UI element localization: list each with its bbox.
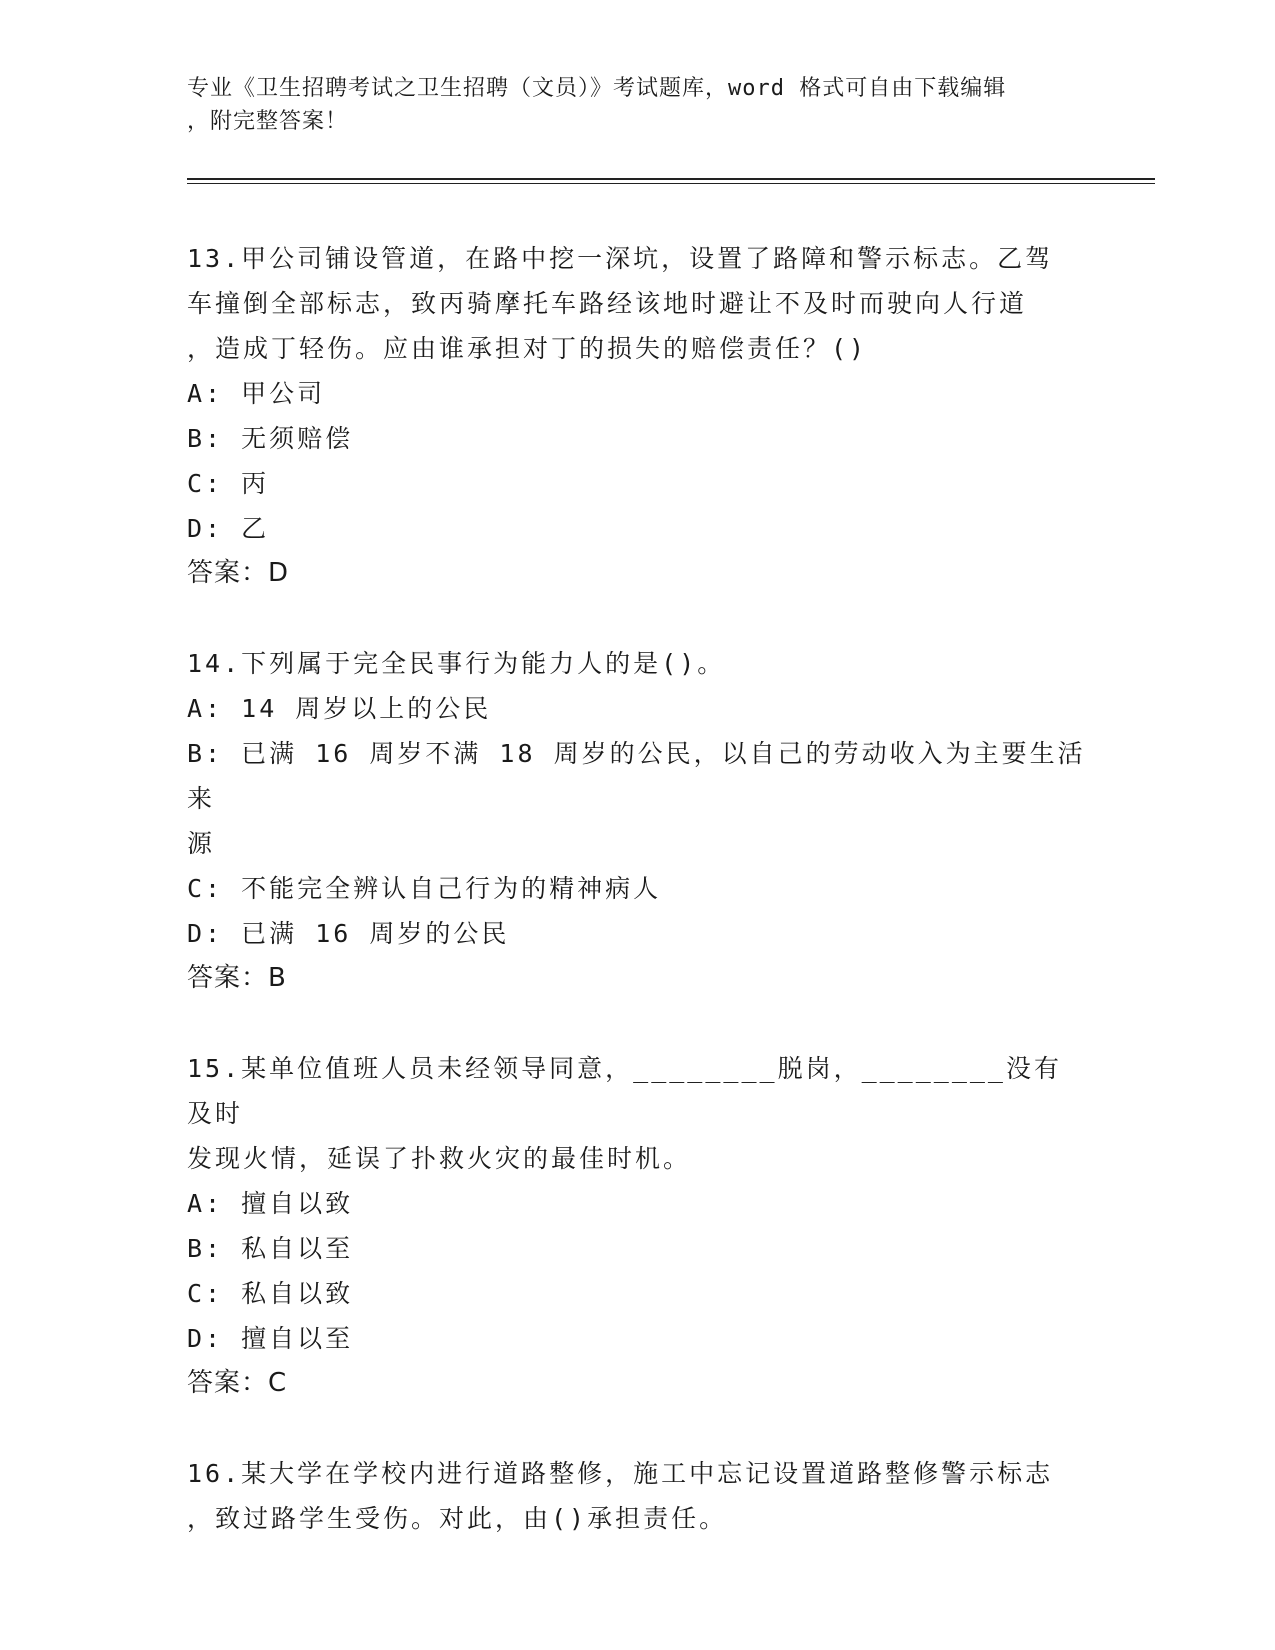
option-a: A: 甲公司 — [187, 379, 326, 408]
option-b: B: 无须赔偿 — [187, 424, 354, 453]
header-rule-thin — [187, 183, 1155, 184]
option-c: C: 不能完全辨认自己行为的精神病人 — [187, 874, 662, 903]
option-b-continued: 源 — [187, 829, 216, 858]
option-d: D: 已满 16 周岁的公民 — [187, 919, 510, 948]
question-text-line: 13.甲公司铺设管道，在路中挖一深坑，设置了路障和警示标志。乙驾 — [187, 244, 1054, 273]
option-b: B: 私自以至 — [187, 1234, 354, 1263]
option-d: D: 擅自以至 — [187, 1324, 354, 1353]
answer-line: 答案：C — [187, 1368, 288, 1398]
header-rule-thick — [187, 178, 1155, 180]
question-text-line: 车撞倒全部标志，致丙骑摩托车路经该地时避让不及时而驶向人行道 — [187, 289, 1028, 318]
question-text-line: 15.某单位值班人员未经领导同意，________脱岗，________没有及时 — [187, 1054, 1062, 1128]
option-d: D: 乙 — [187, 514, 270, 543]
question-text-line: ，造成丁轻伤。应由谁承担对丁的损失的赔偿责任？() — [187, 334, 868, 363]
option-c: C: 丙 — [187, 469, 270, 498]
option-b: B: 已满 16 周岁不满 18 周岁的公民，以自己的劳动收入为主要生活来 — [187, 739, 1086, 813]
answer-line: 答案：D — [187, 558, 290, 588]
question-14 — [187, 641, 1087, 1001]
question-13 — [187, 236, 1087, 596]
question-text-line: 发现火情，延误了扑救火灾的最佳时机。 — [187, 1144, 692, 1173]
question-15 — [187, 1046, 1087, 1406]
question-text-line: 14.下列属于完全民事行为能力人的是()。 — [187, 649, 726, 678]
question-text-line: 16.某大学在学校内进行道路整修，施工中忘记设置道路整修警示标志 — [187, 1459, 1054, 1488]
question-16 — [187, 1451, 1087, 1541]
document-header: 专业《卫生招聘考试之卫生招聘（文员）》考试题库，word 格式可自由下载编辑 ，附完整答案！ — [187, 76, 1007, 134]
question-list — [187, 236, 1087, 1586]
question-text-line: ，致过路学生受伤。对此，由()承担责任。 — [187, 1504, 728, 1533]
option-c: C: 私自以致 — [187, 1279, 354, 1308]
option-a: A: 14 周岁以上的公民 — [187, 694, 492, 723]
option-a: A: 擅自以致 — [187, 1189, 354, 1218]
answer-line: 答案：B — [187, 963, 287, 993]
